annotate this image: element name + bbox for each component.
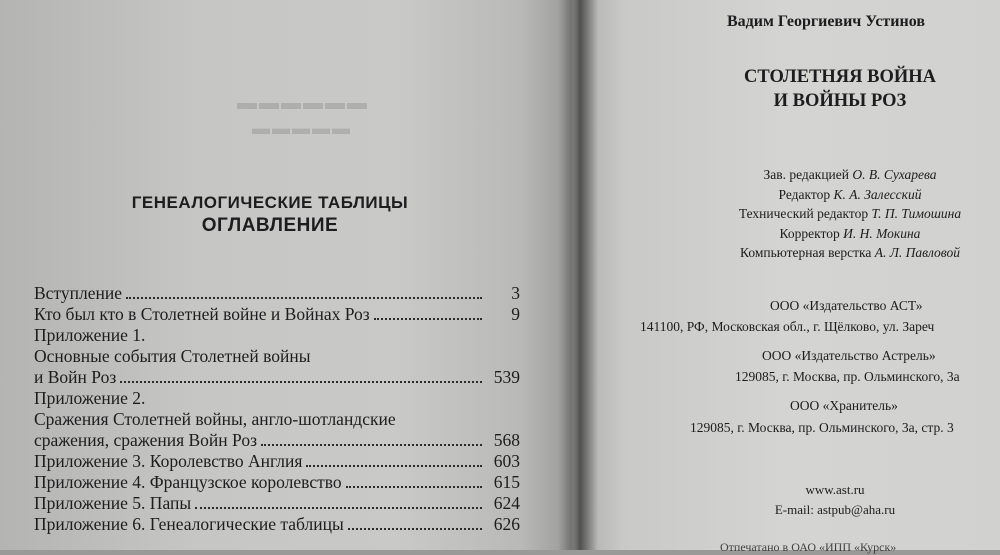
- website-url: www.ast.ru: [805, 482, 865, 497]
- credit-role: Редактор: [778, 186, 831, 202]
- show-through-text: ▬▬▬▬▬: [250, 118, 350, 138]
- toc-entry-label: Приложение 1.: [34, 325, 146, 345]
- toc-entry: [34, 451, 520, 472]
- dot-leader: [126, 297, 482, 299]
- dot-leader: [261, 444, 482, 446]
- book-gutter: [558, 0, 598, 550]
- book-title-line: СТОЛЕТНЯЯ ВОЙНА: [744, 67, 936, 87]
- credit-name: И. Н. Мокина: [843, 225, 921, 241]
- credit-line: [705, 165, 995, 185]
- toc-page-number: 603: [493, 451, 520, 471]
- credit-name: А. Л. Павловой: [874, 245, 960, 260]
- toc-page-number: 3: [511, 283, 520, 303]
- toc-page-number: 568: [493, 430, 520, 450]
- show-through-text: ▬▬▬▬▬▬: [235, 92, 367, 114]
- toc-entry: [34, 346, 520, 367]
- toc-entry-label: Приложение 5. Папы: [34, 493, 192, 513]
- credit-role: Компьютерная верстка: [740, 245, 872, 260]
- credit-name: О. В. Сухарева: [852, 167, 937, 182]
- dot-leader: [120, 381, 482, 383]
- toc-entry-label: Сражения Столетней войны, англо-шотландские: [34, 409, 396, 429]
- dot-leader: [374, 318, 482, 320]
- credit-line: [705, 185, 995, 205]
- credit-name: Т. П. Тимошина: [871, 206, 962, 221]
- genealogical-tables-heading: ГЕНЕАЛОГИЧЕСКИЕ ТАБЛИЦЫ: [131, 193, 409, 212]
- publisher-name: ООО «Издательство Астрель»: [762, 348, 936, 363]
- toc-page-number: 539: [493, 367, 520, 387]
- toc-entry-label: Кто был кто в Столетней войне и Войнах Роз: [34, 304, 370, 324]
- toc-entry: [34, 367, 520, 388]
- dot-leader: [306, 465, 482, 467]
- book-title: [720, 65, 960, 113]
- credit-line: [705, 243, 995, 263]
- dot-leader: [346, 486, 482, 488]
- credit-role: Зав. редакцией: [763, 167, 849, 182]
- credit-role: Технический редактор: [738, 206, 869, 221]
- toc-entry-label: Приложение 6. Генеалогические таблицы: [34, 514, 344, 534]
- toc-entry-label: Приложение 4. Французское королевство: [34, 472, 342, 492]
- toc-entry-label: Основные события Столетней войны: [34, 346, 311, 366]
- toc-entry-label: Приложение 2.: [34, 388, 146, 408]
- toc-entry-label: Вступление: [34, 283, 122, 303]
- toc-page-number: 624: [493, 493, 520, 513]
- toc-entry-label: и Войн Роз: [34, 367, 117, 387]
- contents-heading: ОГЛАВЛЕНИЕ: [201, 215, 339, 236]
- publisher-address: 129085, г. Москва, пр. Ольминского, 3а, стр. 3: [690, 420, 954, 435]
- email-address: E-mail: astpub@aha.ru: [774, 502, 896, 517]
- dot-leader: [195, 507, 482, 509]
- credit-name: К. А. Залесский: [833, 186, 922, 202]
- toc-entry: [34, 430, 520, 451]
- book-title-line: И ВОЙНЫ РОЗ: [773, 91, 907, 111]
- toc-entry: [34, 283, 520, 304]
- toc-entry: [34, 325, 520, 346]
- toc-page-number: 615: [493, 472, 520, 492]
- author-name: Вадим Георгиевич Устинов: [727, 13, 925, 30]
- publisher-address: 129085, г. Москва, пр. Ольминского, 3а: [735, 369, 960, 384]
- publisher-name: ООО «Издательство АСТ»: [770, 298, 923, 313]
- toc-entry: [34, 388, 520, 409]
- printer-note: Отпечатано в ОАО «ИПП «Курск»: [720, 540, 897, 554]
- toc-page-number: 626: [493, 514, 520, 534]
- toc-entry: [34, 409, 520, 430]
- toc-entry: [34, 514, 520, 535]
- publisher-name: ООО «Хранитель»: [790, 398, 898, 413]
- toc-entry-label: сражения, сражения Войн Роз: [34, 430, 257, 450]
- toc-entry: [34, 493, 520, 514]
- credit-role: Корректор: [779, 225, 840, 241]
- editorial-credits: [705, 165, 995, 263]
- toc-entry: [34, 304, 520, 325]
- toc-entry: [34, 472, 520, 493]
- publisher-address: 141100, РФ, Московская обл., г. Щёлково, ул. Зареч: [640, 319, 935, 334]
- credit-line: [705, 204, 995, 224]
- credit-line: [705, 224, 995, 244]
- table-of-contents: [34, 283, 520, 535]
- dot-leader: [348, 528, 482, 530]
- toc-page-number: 9: [511, 304, 520, 324]
- toc-entry-label: Приложение 3. Королевство Англия: [34, 451, 303, 471]
